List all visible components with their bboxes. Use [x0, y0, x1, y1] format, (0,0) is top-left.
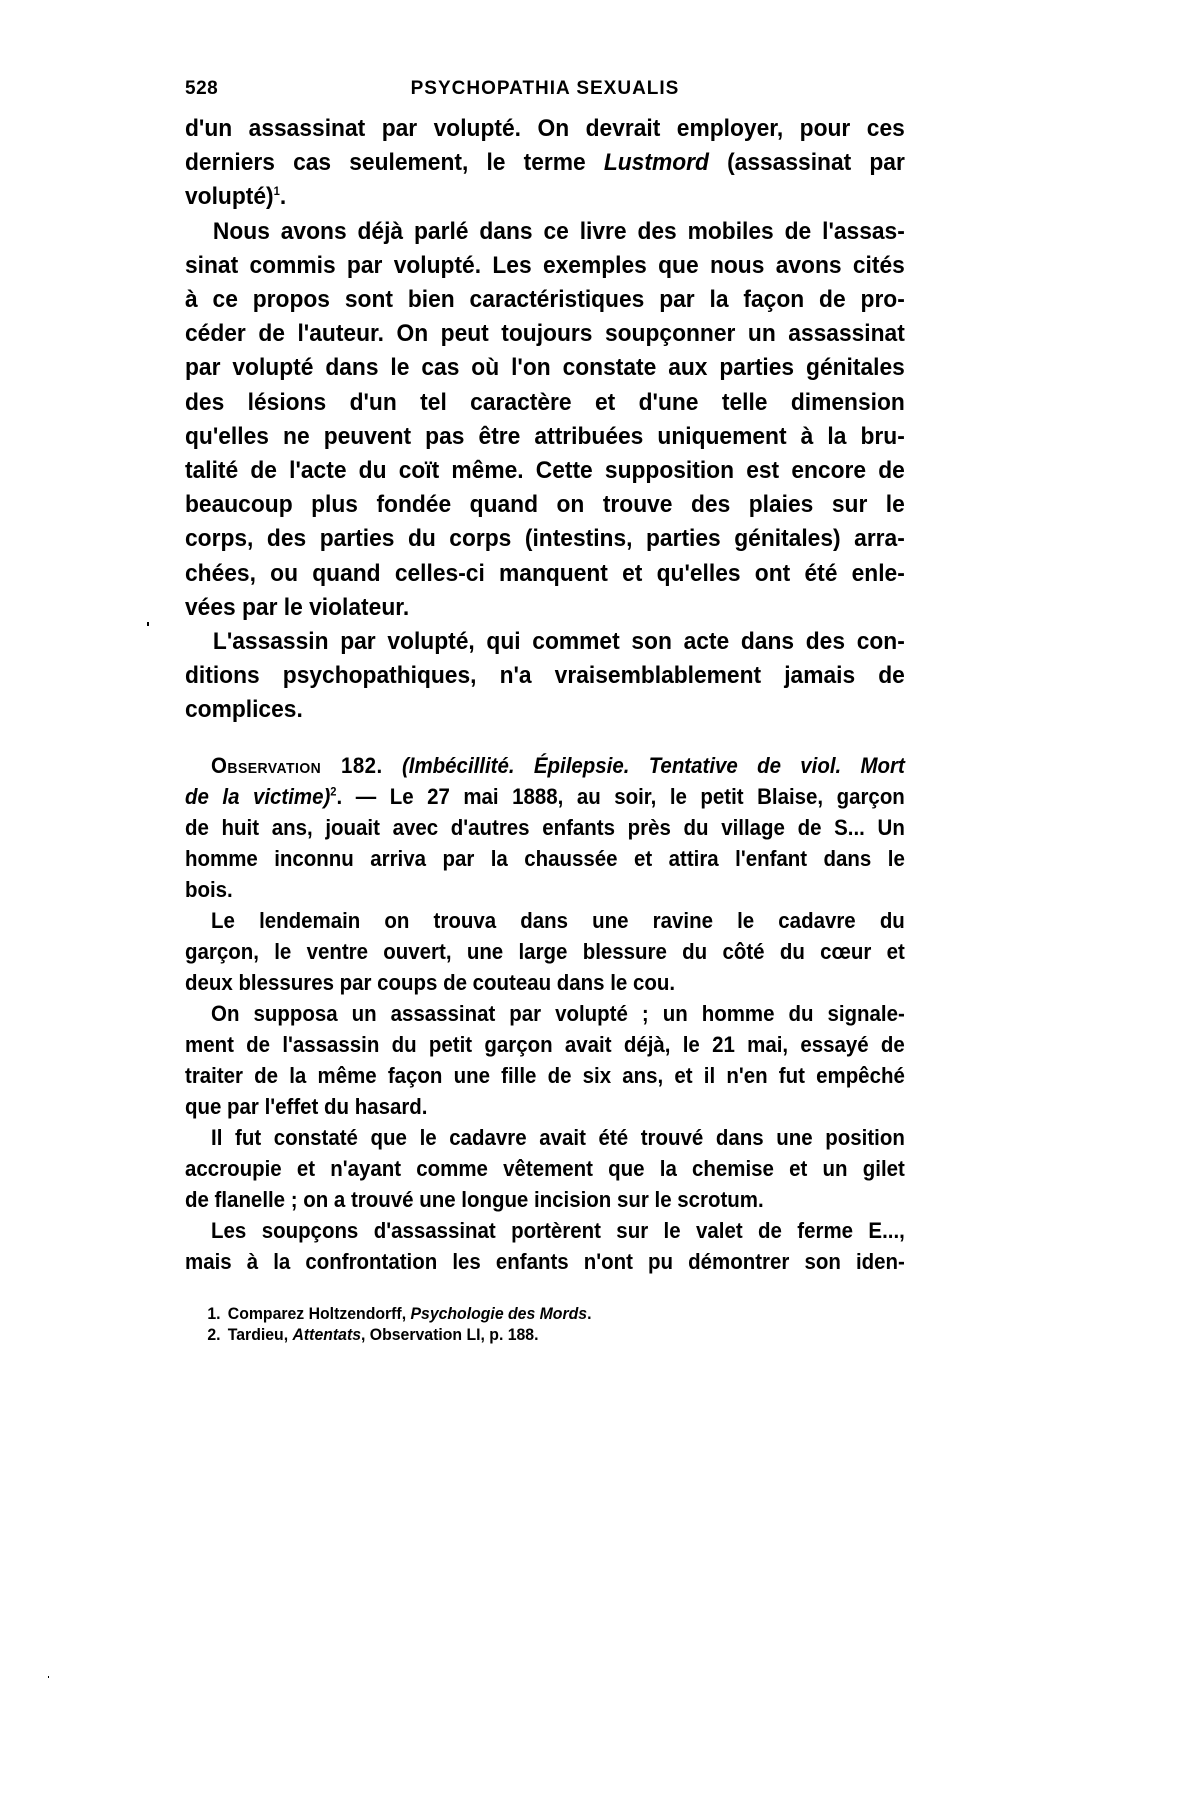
paragraph-3	[185, 625, 905, 728]
text-line: corps, des parties du corps (intestins, parties génitales) arra-	[185, 525, 905, 553]
text-line: céder de l'auteur. On peut toujours soupçonner un assassinat	[185, 320, 905, 348]
observation-title: (Imbécillité. Épilepsie. Tentative de viol. Mort	[401, 752, 905, 778]
scan-speck	[147, 622, 149, 626]
text-line: bois.	[185, 876, 233, 902]
text-line: qu'elles ne peuvent pas être attribuées uniquement à la bru-	[185, 422, 905, 450]
footnote-1: 1. Comparez Holtzendorff, Psychologie des Mords.	[207, 1303, 592, 1323]
page-number: 528	[185, 78, 219, 99]
running-title: PSYCHOPATHIA SEXUALIS	[410, 78, 680, 99]
text-line: Le lendemain on trouva dans une ravine le cadavre du	[211, 907, 905, 933]
footnote-ref-2[interactable]: 2	[330, 784, 337, 799]
text-line: sinat commis par volupté. Les exemples que nous avons cités	[185, 251, 905, 279]
text-line: garçon, le ventre ouvert, une large blessure du côté du cœur et	[185, 938, 905, 964]
text-line: derniers cas seulement, le terme Lustmord (assassinat par	[185, 149, 905, 177]
footnote-2: 2. Tardieu, Attentats, Observation LI, p. 188.	[207, 1324, 539, 1344]
footnotes	[185, 1303, 855, 1345]
text-line: traiter de la même façon une fille de six ans, et il n'en fut empêché	[185, 1062, 905, 1088]
observation-182	[185, 750, 905, 1277]
text-line: d'un assassinat par volupté. On devrait employer, pour ces	[185, 115, 905, 142]
text-line: homme inconnu arriva par la chaussée et attira l'enfant dans le	[185, 845, 905, 871]
scan-speck	[48, 1676, 49, 1678]
text-line: vées par le violateur.	[185, 593, 410, 621]
text-line: Il fut constaté que le cadavre avait été trouvé dans une position	[211, 1124, 905, 1150]
observation-label: Observation 182.	[211, 752, 383, 778]
footnote-marker: 2.	[207, 1324, 221, 1344]
text-line: des lésions d'un tel caractère et d'une telle dimension	[185, 388, 905, 416]
text-line: beaucoup plus fondée quand on trouve des plaies sur le	[185, 491, 905, 519]
term-lustmord: Lustmord	[603, 149, 709, 177]
text-line: Nous avons déjà parlé dans ce livre des mobiles de l'assas-	[212, 217, 905, 245]
footnote-ref-1[interactable]: 1	[273, 184, 280, 199]
text-line: mais à la confrontation les enfants n'ont pu démontrer son iden-	[185, 1248, 905, 1274]
cited-work: Attentats	[292, 1324, 362, 1344]
text-line: que par l'effet du hasard.	[185, 1093, 428, 1119]
text-line: talité de l'acte du coït même. Cette supposition est encore de	[185, 457, 905, 485]
text-line: ditions psychopathiques, n'a vraisemblablement jamais de	[185, 662, 905, 690]
cited-work: Psychologie des Mords	[410, 1303, 588, 1323]
text-line: deux blessures par coups de couteau dans le cou.	[185, 969, 676, 995]
text-line: chées, ou quand celles-ci manquent et qu'elles ont été enle-	[185, 559, 905, 587]
observation-heading	[185, 750, 905, 781]
text-line: On supposa un assassinat par volupté ; un homme du signale-	[211, 1000, 905, 1026]
text-line: L'assassin par volupté, qui commet son acte dans des con-	[212, 628, 905, 656]
text-line: accroupie et n'ayant comme vêtement que la chemise et un gilet	[185, 1155, 905, 1181]
text-line: à ce propos sont bien caractéristiques par la façon de pro-	[185, 286, 905, 314]
text-line: par volupté dans le cas où l'on constate aux parties génitales	[185, 354, 905, 382]
running-head	[185, 78, 905, 112]
text-line: ment de l'assassin du petit garçon avait déjà, le 21 mai, essayé de	[185, 1031, 905, 1057]
text-line: volupté)$^1$.	[185, 183, 287, 211]
text-line: Les soupçons d'assassinat portèrent sur le valet de ferme E...,	[211, 1217, 905, 1243]
book-page	[185, 78, 905, 1345]
text-line: complices.	[185, 696, 303, 724]
text-line: de huit ans, jouait avec d'autres enfants près du village de S... Un	[185, 814, 905, 840]
text-line: de flanelle ; on a trouvé une longue incision sur le scrotum.	[185, 1186, 764, 1212]
footnote-marker: 1.	[207, 1303, 221, 1323]
main-text	[185, 112, 905, 728]
paragraph-2	[185, 215, 905, 625]
text-line: de la victime)$^2$. — Le 27 mai 1888, au soir, le petit Blaise, garçon	[185, 783, 905, 809]
paragraph-1	[185, 112, 905, 215]
